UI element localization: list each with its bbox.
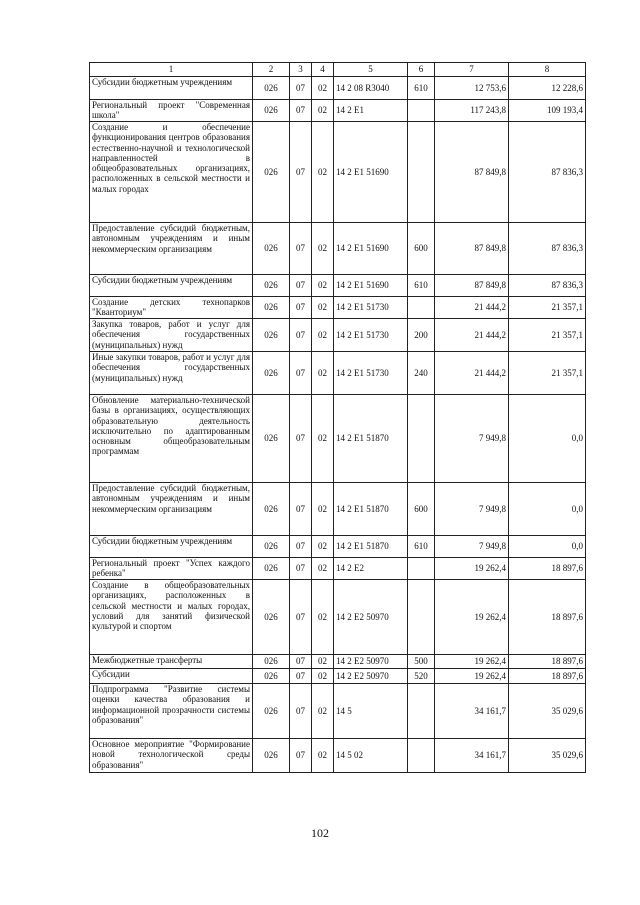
row-amount-2: 18 897,6: [509, 580, 586, 655]
row-expense-type: [408, 297, 435, 319]
row-subsection-code: 02: [312, 319, 334, 352]
row-amount-1: 19 262,4: [435, 669, 509, 684]
row-target-article: 14 2 E1 51690: [334, 122, 408, 223]
row-expense-type: [408, 122, 435, 223]
row-name: Создание и обеспечение функционирования центров образования естественно-научной и технологической направленностей в общеобразовательных организациях, расположенных в сельской местности и малых городах: [90, 122, 253, 223]
row-section-code: 07: [290, 580, 312, 655]
row-subsection-code: 02: [312, 77, 334, 100]
row-name: Субсидии бюджетным учреждениям: [90, 275, 253, 297]
row-target-article: 14 2 E2 50970: [334, 580, 408, 655]
row-amount-1: 7 949,8: [435, 536, 509, 558]
row-expense-type: [408, 100, 435, 122]
table-row: [90, 122, 586, 223]
row-expense-type: 610: [408, 536, 435, 558]
row-ved-code: 026: [253, 669, 290, 684]
row-subsection-code: 02: [312, 483, 334, 536]
row-section-code: 07: [290, 655, 312, 669]
row-amount-1: 7 949,8: [435, 483, 509, 536]
row-section-code: 07: [290, 352, 312, 395]
row-name: Основное мероприятие "Формирование новой технологической среды образования": [90, 739, 253, 773]
row-amount-1: 21 444,2: [435, 297, 509, 319]
header-cell: 3: [290, 63, 312, 77]
table-row: [90, 655, 586, 669]
header-cell: 2: [253, 63, 290, 77]
row-subsection-code: 02: [312, 558, 334, 580]
table-header-row: [90, 63, 586, 77]
row-ved-code: 026: [253, 580, 290, 655]
row-name: Обновление материально-технической базы в организациях, осуществляющих образовательную деятельность исключительно по адаптированным основным общеобразовательным программам: [90, 395, 253, 483]
row-amount-2: 21 357,1: [509, 319, 586, 352]
table-row: [90, 275, 586, 297]
header-cell: 8: [509, 63, 586, 77]
row-ved-code: 026: [253, 100, 290, 122]
row-section-code: 07: [290, 558, 312, 580]
row-section-code: 07: [290, 319, 312, 352]
row-ved-code: 026: [253, 297, 290, 319]
row-amount-2: 18 897,6: [509, 655, 586, 669]
row-target-article: 14 2 E1 51870: [334, 536, 408, 558]
header-cell: 5: [334, 63, 408, 77]
row-target-article: 14 2 E2 50970: [334, 669, 408, 684]
row-amount-2: 21 357,1: [509, 297, 586, 319]
row-name: Межбюджетные трансферты: [90, 655, 253, 669]
row-amount-2: 0,0: [509, 483, 586, 536]
table-row: [90, 669, 586, 684]
row-subsection-code: 02: [312, 100, 334, 122]
row-target-article: 14 2 E1 51730: [334, 319, 408, 352]
row-name: Закупка товаров, работ и услуг для обеспечения государственных (муниципальных) нужд: [90, 319, 253, 352]
row-expense-type: 610: [408, 275, 435, 297]
row-name: Предоставление субсидий бюджетным, автономным учреждениям и иным некоммерческим организациям: [90, 223, 253, 275]
row-target-article: 14 5: [334, 684, 408, 739]
table-row: [90, 483, 586, 536]
row-amount-1: 19 262,4: [435, 558, 509, 580]
row-subsection-code: 02: [312, 739, 334, 773]
row-ved-code: 026: [253, 352, 290, 395]
row-ved-code: 026: [253, 483, 290, 536]
row-section-code: 07: [290, 536, 312, 558]
row-target-article: 14 5 02: [334, 739, 408, 773]
table-row: [90, 77, 586, 100]
row-name: Иные закупки товаров, работ и услуг для обеспечения государственных (муниципальных) нужд: [90, 352, 253, 395]
row-name: Региональный проект "Современная школа": [90, 100, 253, 122]
row-amount-2: 0,0: [509, 536, 586, 558]
row-target-article: 14 2 E1 51690: [334, 223, 408, 275]
row-target-article: 14 2 E1 51730: [334, 352, 408, 395]
row-subsection-code: 02: [312, 275, 334, 297]
row-ved-code: 026: [253, 275, 290, 297]
row-amount-1: 34 161,7: [435, 739, 509, 773]
row-amount-1: 19 262,4: [435, 580, 509, 655]
row-section-code: 07: [290, 297, 312, 319]
row-section-code: 07: [290, 122, 312, 223]
table-row: [90, 684, 586, 739]
row-section-code: 07: [290, 669, 312, 684]
row-name: Региональный проект "Успех каждого ребенка": [90, 558, 253, 580]
row-subsection-code: 02: [312, 297, 334, 319]
row-amount-1: 7 949,8: [435, 395, 509, 483]
table-row: [90, 297, 586, 319]
row-ved-code: 026: [253, 558, 290, 580]
row-expense-type: [408, 395, 435, 483]
row-section-code: 07: [290, 739, 312, 773]
row-target-article: 14 2 E1: [334, 100, 408, 122]
table-row: [90, 352, 586, 395]
row-amount-2: 87 836,3: [509, 122, 586, 223]
row-amount-1: 117 243,8: [435, 100, 509, 122]
row-target-article: 14 2 E1 51870: [334, 483, 408, 536]
row-name: Субсидии бюджетным учреждениям: [90, 536, 253, 558]
row-amount-2: 18 897,6: [509, 669, 586, 684]
row-amount-1: 19 262,4: [435, 655, 509, 669]
row-ved-code: 026: [253, 319, 290, 352]
row-name: Субсидии бюджетным учреждениям: [90, 77, 253, 100]
row-subsection-code: 02: [312, 352, 334, 395]
table-row: [90, 580, 586, 655]
row-target-article: 14 2 E1 51730: [334, 297, 408, 319]
row-expense-type: 600: [408, 223, 435, 275]
header-cell: 6: [408, 63, 435, 77]
row-subsection-code: 02: [312, 223, 334, 275]
row-expense-type: [408, 580, 435, 655]
row-target-article: 14 2 08 R3040: [334, 77, 408, 100]
row-amount-1: 34 161,7: [435, 684, 509, 739]
row-amount-2: 35 029,6: [509, 739, 586, 773]
row-expense-type: 240: [408, 352, 435, 395]
row-target-article: 14 2 E2 50970: [334, 655, 408, 669]
table-row: [90, 739, 586, 773]
row-section-code: 07: [290, 100, 312, 122]
row-section-code: 07: [290, 684, 312, 739]
table-row: [90, 223, 586, 275]
row-ved-code: 026: [253, 122, 290, 223]
row-expense-type: 200: [408, 319, 435, 352]
table-row: [90, 319, 586, 352]
row-subsection-code: 02: [312, 669, 334, 684]
row-name: Создание в общеобразовательных организациях, расположенных в сельской местности и малых городах, условий для занятий физической культурой и спортом: [90, 580, 253, 655]
row-section-code: 07: [290, 223, 312, 275]
row-expense-type: 610: [408, 77, 435, 100]
row-expense-type: 500: [408, 655, 435, 669]
row-amount-1: 87 849,8: [435, 275, 509, 297]
row-ved-code: 026: [253, 739, 290, 773]
budget-table: [89, 62, 586, 773]
row-section-code: 07: [290, 483, 312, 536]
row-amount-1: 12 753,6: [435, 77, 509, 100]
row-section-code: 07: [290, 275, 312, 297]
row-subsection-code: 02: [312, 122, 334, 223]
row-name: Предоставление субсидий бюджетным, автономным учреждениям и иным некоммерческим организациям: [90, 483, 253, 536]
row-amount-2: 21 357,1: [509, 352, 586, 395]
table-row: [90, 100, 586, 122]
row-expense-type: [408, 739, 435, 773]
row-target-article: 14 2 E1 51870: [334, 395, 408, 483]
row-amount-1: 87 849,8: [435, 122, 509, 223]
row-subsection-code: 02: [312, 655, 334, 669]
row-amount-1: 21 444,2: [435, 319, 509, 352]
row-amount-1: 21 444,2: [435, 352, 509, 395]
row-amount-2: 109 193,4: [509, 100, 586, 122]
row-target-article: 14 2 E1 51690: [334, 275, 408, 297]
row-amount-2: 0,0: [509, 395, 586, 483]
row-ved-code: 026: [253, 655, 290, 669]
table-row: [90, 536, 586, 558]
row-section-code: 07: [290, 77, 312, 100]
row-name: Подпрограмма "Развитие системы оценки качества образования и информационной прозрачности системы образования": [90, 684, 253, 739]
header-cell: 7: [435, 63, 509, 77]
row-name: Создание детских технопарков "Кванториум": [90, 297, 253, 319]
row-expense-type: 520: [408, 669, 435, 684]
row-ved-code: 026: [253, 77, 290, 100]
row-target-article: 14 2 E2: [334, 558, 408, 580]
row-expense-type: [408, 558, 435, 580]
table-row: [90, 558, 586, 580]
row-subsection-code: 02: [312, 684, 334, 739]
row-subsection-code: 02: [312, 395, 334, 483]
row-ved-code: 026: [253, 684, 290, 739]
row-name: Субсидии: [90, 669, 253, 684]
row-amount-2: 87 836,3: [509, 275, 586, 297]
row-amount-2: 12 228,6: [509, 77, 586, 100]
row-amount-2: 35 029,6: [509, 684, 586, 739]
table-row: [90, 395, 586, 483]
row-section-code: 07: [290, 395, 312, 483]
row-subsection-code: 02: [312, 536, 334, 558]
row-ved-code: 026: [253, 536, 290, 558]
row-expense-type: 600: [408, 483, 435, 536]
row-amount-2: 18 897,6: [509, 558, 586, 580]
row-amount-1: 87 849,8: [435, 223, 509, 275]
page-number: 102: [311, 826, 329, 840]
row-expense-type: [408, 684, 435, 739]
header-cell: 4: [312, 63, 334, 77]
table-body: [90, 77, 586, 773]
row-ved-code: 026: [253, 395, 290, 483]
row-ved-code: 026: [253, 223, 290, 275]
row-subsection-code: 02: [312, 580, 334, 655]
row-amount-2: 87 836,3: [509, 223, 586, 275]
header-cell: 1: [90, 63, 253, 77]
